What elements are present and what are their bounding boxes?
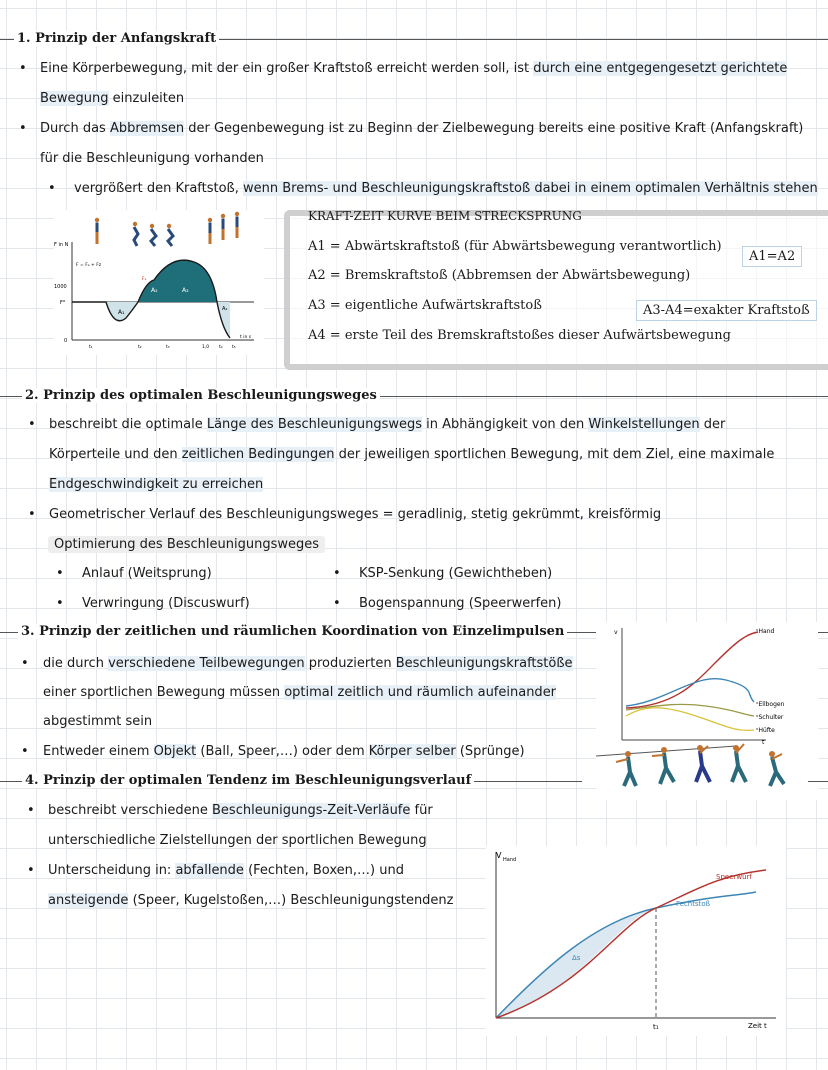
s3-bullet1-line1: die durch verschiedene Teilbewegungen produzierten Beschleunigungskraftstöße <box>43 656 573 671</box>
bullet: • <box>28 507 36 522</box>
s1-bullet1-line1: Eine Körperbewegung, mit der ein großer Kraftstoß erreicht werden soll, ist durch eine entgegengesetzt gerichtete <box>40 61 788 76</box>
bullet: • <box>56 596 64 611</box>
bullet: • <box>48 181 56 196</box>
section4-heading: 4. Prinzip der optimalen Tendenz im Beschleunigungsverlauf <box>22 773 474 788</box>
svg-text:Hand: Hand <box>503 857 517 863</box>
svg-text:Fᴳ: Fᴳ <box>60 300 66 306</box>
bullet: • <box>21 744 29 759</box>
svg-text:t in s: t in s <box>240 335 252 340</box>
def-a1: A1 = Abwärtskraftstoß (für Abwärtsbewegung verantwortlich) <box>308 239 722 254</box>
s4-bullet2-line2: ansteigende (Speer, Kugelstoßen,…) Beschleunigungstendenz <box>48 893 454 908</box>
s2-bullet1-line2: Körperteile und den zeitlichen Bedingungen der jeweiligen sportlichen Bewegung, mit dem Ziel, eine maximale <box>49 447 775 462</box>
svg-text:Speerwurf: Speerwurf <box>716 873 752 881</box>
s1-bullet1-line2: Bewegung einzuleiten <box>40 91 185 106</box>
def-a4: A4 = erste Teil des Bremskraftstoßes dieser Aufwärtsbewegung <box>308 328 731 343</box>
bullet: • <box>19 121 27 136</box>
svg-text:Fₐ: Fₐ <box>142 277 147 282</box>
svg-text:V: V <box>496 851 502 860</box>
svg-text:Fechtstoß: Fechtstoß <box>676 900 711 908</box>
svg-text:1000: 1000 <box>54 284 67 290</box>
svg-text:t₁: t₁ <box>89 345 93 350</box>
s3-bullet2: Entweder einem Objekt (Ball, Speer,…) oder dem Körper selber (Sprünge) <box>43 744 525 759</box>
bullet: • <box>19 61 27 76</box>
bullet: • <box>28 417 36 432</box>
velocity-coordination-figure <box>596 622 818 800</box>
s3-bullet1-line3: abgestimmt sein <box>43 714 153 729</box>
equation-a3-a4: A3-A4=exakter Kraftstoß <box>636 300 817 321</box>
svg-text:F in N: F in N <box>54 242 69 248</box>
divider-s4-right <box>808 781 828 782</box>
svg-text:ᵛHand: ᵛHand <box>756 628 775 635</box>
svg-text:t₄: t₄ <box>219 345 223 350</box>
definitions-box <box>284 210 828 370</box>
divider-s3-right <box>818 632 828 633</box>
svg-text:0: 0 <box>64 338 68 344</box>
acceleration-tendency-figure <box>486 846 786 1036</box>
s2-item-3: Verwringung (Discuswurf) <box>82 596 250 611</box>
svg-text:A₁: A₁ <box>118 309 125 316</box>
def-a2: A2 = Bremskraftstoß (Abbremsen der Abwärtsbewegung) <box>308 268 691 283</box>
svg-text:A₂: A₂ <box>151 287 158 294</box>
s4-bullet1-line1: beschreibt verschiedene Beschleunigungs-Zeit-Verläufe für <box>48 803 433 818</box>
svg-text:t₂: t₂ <box>138 345 142 350</box>
bullet: • <box>27 863 35 878</box>
svg-text:ᵛHüfte: ᵛHüfte <box>756 727 775 734</box>
section1-heading: 1. Prinzip der Anfangskraft <box>14 31 219 46</box>
svg-text:v: v <box>614 629 618 636</box>
s4-bullet2-line1: Unterscheidung in: abfallende (Fechten, Boxen,…) und <box>48 863 404 878</box>
bullet: • <box>333 596 341 611</box>
svg-text:F = Fₐ + Fᴢ: F = Fₐ + Fᴢ <box>76 263 102 268</box>
svg-text:Δs: Δs <box>572 954 581 962</box>
s1-bullet2-line1: Durch das Abbremsen der Gegenbewegung ist zu Beginn der Zielbewegung bereits eine positive Kraft (Anfangskraft) <box>40 121 804 136</box>
section2-heading: 2. Prinzip des optimalen Beschleunigungsweges <box>22 388 380 403</box>
s2-item-2: KSP-Senkung (Gewichtheben) <box>359 566 553 581</box>
bullet: • <box>333 566 341 581</box>
s2-bullet2: Geometrischer Verlauf des Beschleunigungsweges = geradlinig, stetig gekrümmt, kreisförmig <box>49 507 662 522</box>
s2-item-1: Anlauf (Weitsprung) <box>82 566 212 581</box>
box-title: KRAFT-ZEIT KURVE BEIM STRECKSPRUNG <box>308 209 582 223</box>
svg-text:A₄: A₄ <box>222 306 228 312</box>
equation-a1-a2: A1=A2 <box>742 246 802 267</box>
svg-text:t₅: t₅ <box>232 345 236 350</box>
bullet: • <box>56 566 64 581</box>
s1-sub-bullet: vergrößert den Kraftstoß, wenn Brems- und Beschleunigungskraftstoß dabei in einem optimalen Verhältnis stehen <box>74 181 818 196</box>
svg-text:ᵛEllbogen: ᵛEllbogen <box>756 701 785 708</box>
def-a3: A3 = eigentliche Aufwärtskraftstoß <box>308 298 542 313</box>
s2-bullet1-line3: Endgeschwindigkeit zu erreichen <box>49 477 264 492</box>
s2-subheading: Optimierung des Beschleunigungsweges <box>48 537 325 553</box>
section3-heading: 3. Prinzip der zeitlichen und räumlichen Koordination von Einzelimpulsen <box>18 624 567 639</box>
svg-text:1,0: 1,0 <box>202 345 210 350</box>
s3-bullet1-line2: einer sportlichen Bewegung müssen optimal zeitlich und räumlich aufeinander <box>43 685 557 700</box>
svg-text:t₃: t₃ <box>166 345 170 350</box>
force-time-figure <box>54 210 264 355</box>
svg-text:Zeit t: Zeit t <box>748 1022 767 1030</box>
svg-text:t: t <box>762 739 765 746</box>
s1-bullet2-line2: für die Beschleunigung vorhanden <box>40 151 264 166</box>
s2-item-4: Bogenspannung (Speerwerfen) <box>359 596 562 611</box>
bullet: • <box>27 803 35 818</box>
svg-text:A₃: A₃ <box>182 287 189 294</box>
bullet: • <box>21 656 29 671</box>
s2-bullet1-line1: beschreibt die optimale Länge des Beschleunigungswegs in Abhängigkeit von den Winkelstellungen der <box>49 417 726 432</box>
s4-bullet1-line2: unterschiedliche Zielstellungen der sportlichen Bewegung <box>48 833 427 848</box>
svg-text:ᵛSchulter: ᵛSchulter <box>756 714 784 721</box>
svg-text:t₁: t₁ <box>653 1023 659 1031</box>
